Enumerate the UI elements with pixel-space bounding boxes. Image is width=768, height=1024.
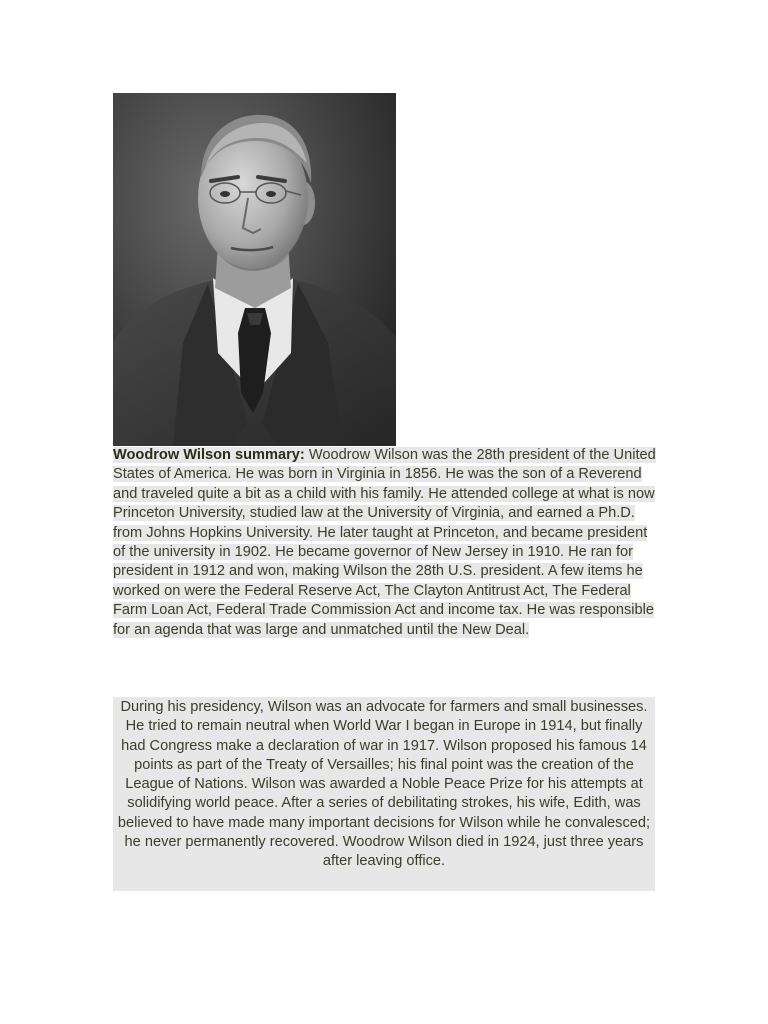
presidency-paragraph: During his presidency, Wilson was an advocate for farmers and small businesses. He tried to remain neutral when World War I began in Europe in 1914, but finally had Congress make a declaration of war in 1917. Wilson proposed his famous 14 points as part of the Treaty of Versailles; his final point was the creation of the League of Nations. Wilson was awarded a Noble Peace Prize for his attempts at solidifying world peace. After a series of debilitating strokes, his wife, Edith, was believed to have made many important decisions for Wilson while he convalesced; he never permanently recovered. Woodrow Wilson died in 1924, just three years after leaving office.	[113, 697, 655, 891]
summary-lead: Woodrow Wilson summary:	[113, 447, 305, 463]
portrait-photo	[113, 93, 396, 446]
summary-body: Woodrow Wilson was the 28th president of the United States of America. He was born in Virginia in 1856. He was the son of a Reverend and traveled quite a bit as a child with his family. He attended college at what is now Princeton University, studied law at the University of Virginia, and earned a Ph.D. from Johns Hopkins University. He later taught at Princeton, and became president of the university in 1902. He became governor of New Jersey in 1910. He ran for president in 1912 and won, making Wilson the 28th U.S. president. A few items he worked on were the Federal Reserve Act, The Clayton Antitrust Act, The Federal Farm Loan Act, Federal Trade Commission Act and income tax. He was responsible for an agenda that was large and unmatched until the New Deal.	[113, 447, 656, 638]
summary-paragraph	[113, 446, 658, 640]
